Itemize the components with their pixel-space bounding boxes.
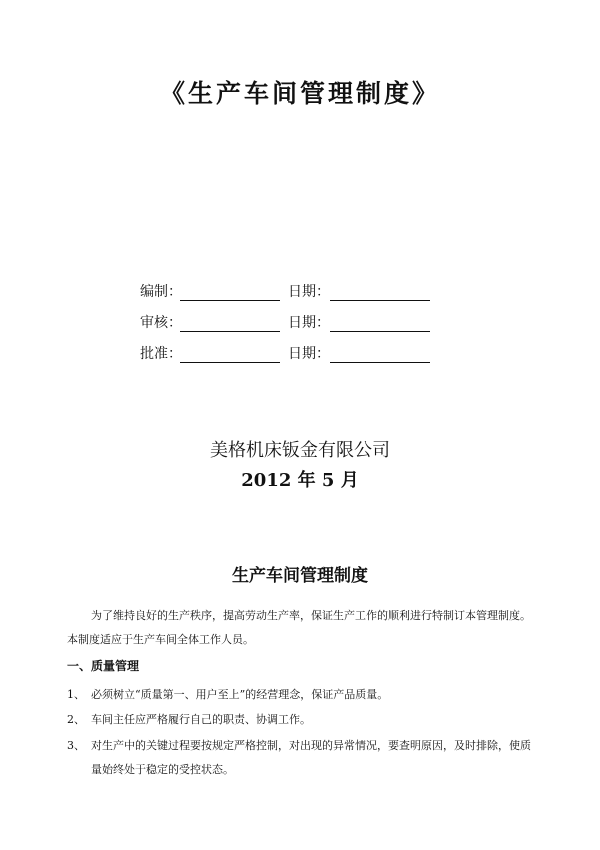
compile-label: 编制： <box>140 284 182 300</box>
item-number: 2、 <box>67 713 85 726</box>
document-date: 2012 年 5 月 <box>241 470 359 491</box>
compile-date-line <box>330 300 430 301</box>
company-name: 美格机床钣金有限公司 <box>210 440 390 461</box>
review-date-label: 日期： <box>288 315 330 331</box>
review-signature-line <box>180 331 280 332</box>
item-text: 车间主任应严格履行自己的职责、协调工作。 <box>91 713 311 726</box>
list-item <box>67 734 535 782</box>
intro-paragraph: 为了维持良好的生产秩序，提高劳动生产率，保证生产工作的顺利进行特制订本管理制度。本制度适应于生产车间全体工作人员。 <box>67 609 531 646</box>
item-text: 必须树立“质量第一、用户至上”的经营理念，保证产品质量。 <box>91 688 389 701</box>
list-item <box>67 708 535 732</box>
signature-row-review <box>140 312 440 334</box>
chapter-heading: 一、质量管理 <box>67 659 140 673</box>
review-label: 审核： <box>140 315 182 331</box>
section-title: 生产车间管理制度 <box>232 566 368 586</box>
approve-date-label: 日期： <box>288 346 330 362</box>
list-item <box>67 683 535 707</box>
review-date-line <box>330 331 430 332</box>
approve-signature-line <box>180 362 280 363</box>
item-text: 对生产中的关键过程要按规定严格控制，对出现的异常情况，要查明原因，及时排除，使质量始终处于稳定的受控状态。 <box>91 739 531 776</box>
compile-signature-line <box>180 300 280 301</box>
cover-title: 《生产车间管理制度》 <box>159 79 440 108</box>
item-number: 1、 <box>67 688 85 701</box>
approve-date-line <box>330 362 430 363</box>
signature-row-approve <box>140 343 440 365</box>
item-number: 3、 <box>67 739 85 752</box>
approve-label: 批准： <box>140 346 182 362</box>
signature-row-compile <box>140 281 440 303</box>
compile-date-label: 日期： <box>288 284 330 300</box>
